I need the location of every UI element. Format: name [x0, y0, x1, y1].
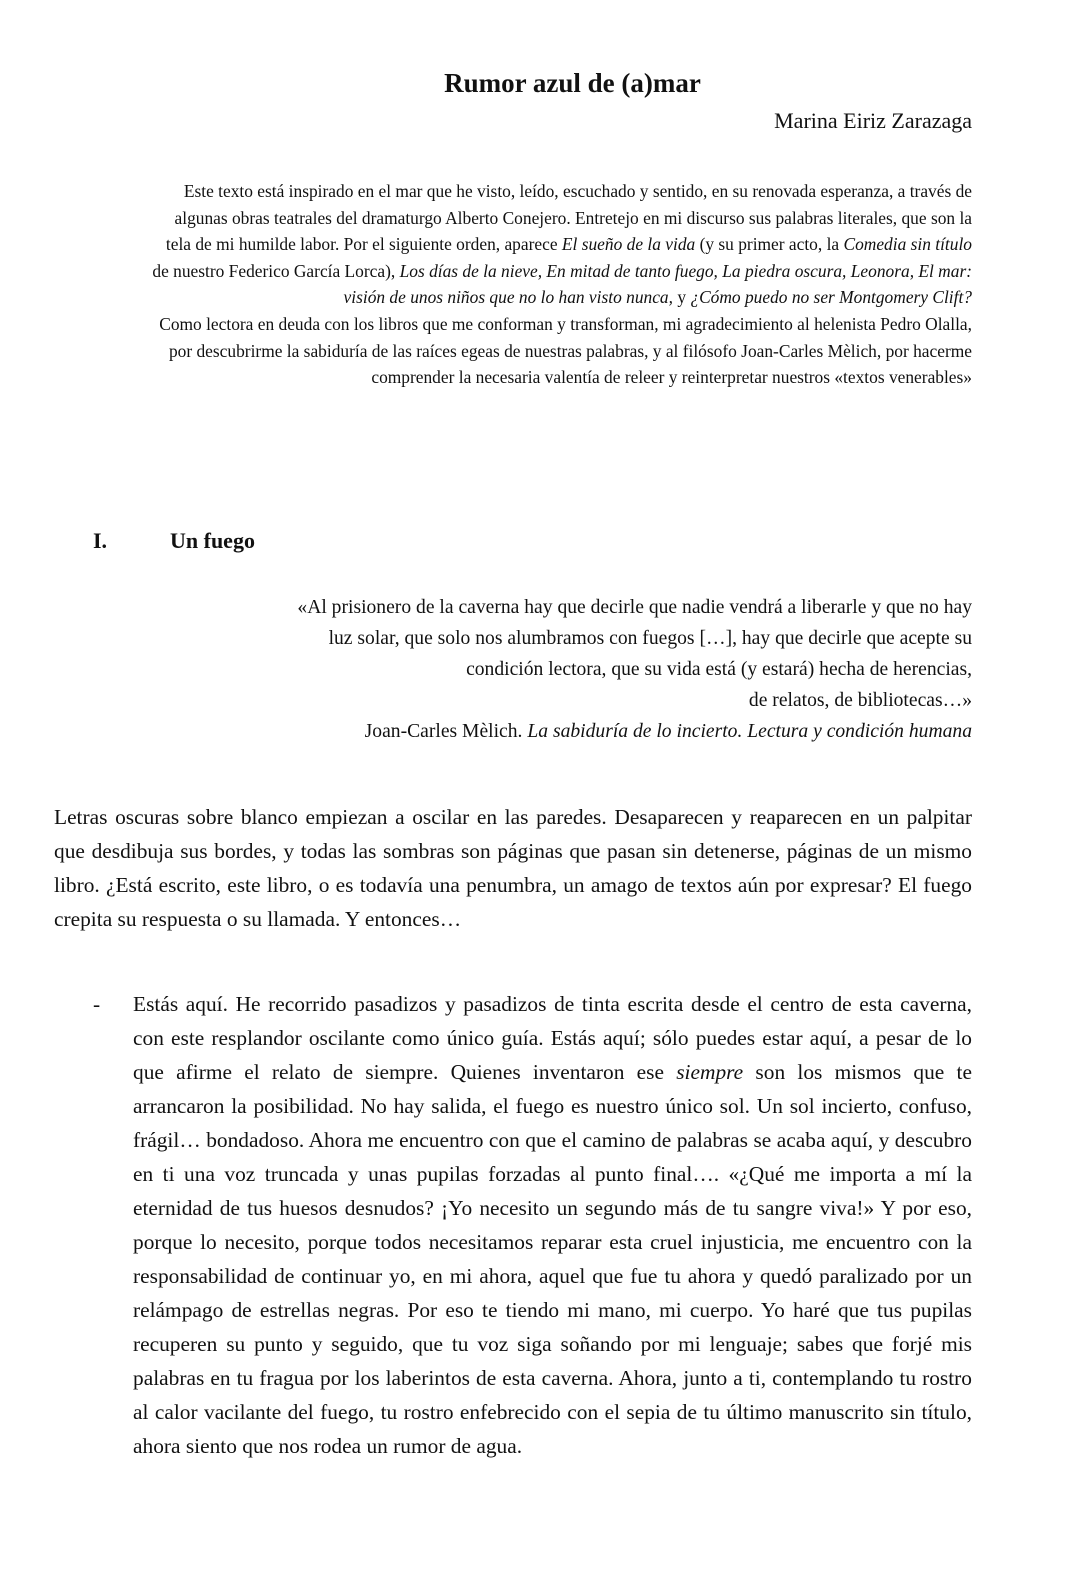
epigraph-source-author: Joan-Carles Mèlich. [364, 721, 528, 742]
epigraph-source [160, 716, 972, 747]
body-paragraph [54, 800, 972, 936]
dialog-text: Estás aquí. He recorrido pasadizos y pasadizos de tinta escrita desde el centro de esta caverna, con este resplandor oscilante como único guía. Estás aquí; sólo puedes estar aquí, a pesar de lo que afirme el relato de siempre. Quienes inventaron ese siempre son los mismos que te arrancaron la posibilidad. No hay salida, el fuego es nuestro único sol. Un sol incierto, confuso, frágil… bondadoso. Ahora me encuentro con que el camino de palabras se acaba aquí, y descubro en ti una voz truncada y unas pupilas forzadas al punto final…. «¿Qué me importa a mí la eternidad de tus huesos desnudos? ¡Yo necesito un segundo más de tu sangre viva!» Y por eso, porque lo necesito, porque todos necesitamos reparar esta cruel injusticia, me encuentro con la responsabilidad de continuar yo, en mi ahora, aquel que fue tu ahora y quedó paralizado por un relámpago de estrellas negras. Por eso te tiendo mi mano, mi cuerpo. Yo haré que tus pupilas recuperen su punto y seguido, que tu voz siga soñando por mi lenguaje; sabes que forjé mis palabras en tu fragua por los laberintos de esta caverna. Ahora, junto a ti, contemplando tu rostro al calor vacilante del fuego, tu rostro enfebrecido con el sepia de tu último manuscrito sin título, ahora siento que nos rodea un rumor de agua. [133, 992, 972, 1458]
work-title: El sueño de la vida [561, 234, 696, 255]
work-title: ¿Cómo puedo no ser Montgomery Clift? [690, 287, 972, 308]
section-heading [93, 526, 255, 556]
section-title: Un fuego [170, 528, 255, 553]
emphasis: siempre [676, 1060, 744, 1084]
document-title: Rumor azul de (a)mar [444, 68, 701, 98]
preface [150, 178, 972, 391]
epigraph-line: luz solar, que solo nos alumbramos con fuegos […], hay que decirle que acepte su [328, 628, 972, 649]
dialog-paragraph [93, 987, 972, 1463]
preface-paragraph-2: Como lectora en deuda con los libros que me conforman y transforman, mi agradecimiento al helenista Pedro Olalla, por descubrirme la sabiduría de las raíces egeas de nuestras palabras, y al filósofo Joan-Carles Mèlich, por hacerme comprender la necesaria valentía de releer y reinterpretar nuestros «textos venerables» [159, 313, 972, 388]
epigraph-line: de relatos, de bibliotecas…» [748, 690, 972, 711]
preface-paragraph-1: Este texto está inspirado en el mar que he visto, leído, escuchado y sentido, en su renovada esperanza, a través de algunas obras teatrales del dramaturgo Alberto Conejero. Entretejo en mi discurso sus palabras literales, que son la tela de mi humilde labor. Por el siguiente orden, aparece El sueño de la vida (y su primer acto, la Comedia sin título de nuestro Federico García Lorca), Los días de la nieve, En mitad de tanto fuego, La piedra oscura, Leonora, El mar: visión de unos niños que no lo han visto nunca, y ¿Cómo puedo no ser Montgomery Clift? [152, 181, 972, 308]
epigraph-line: condición lectora, que su vida está (y estará) hecha de herencias, [466, 659, 972, 680]
works-list: Los días de la nieve, En mitad de tanto fuego, La piedra oscura, Leonora, El mar: visión de unos niños que no lo han visto nunca, [343, 260, 972, 308]
dialog-dash: - [93, 992, 101, 1016]
epigraph-source-title: La sabiduría de lo incierto. Lectura y condición humana [527, 721, 972, 742]
author-name: Marina Eiriz Zarazaga [774, 108, 972, 133]
section-number: I. [93, 528, 108, 553]
work-title: Comedia sin título [843, 234, 972, 255]
epigraph-line: «Al prisionero de la caverna hay que decirle que nadie vendrá a liberarle y que no hay [297, 597, 972, 618]
epigraph [160, 592, 972, 747]
body-paragraph-1: Letras oscuras sobre blanco empiezan a oscilar en las paredes. Desaparecen y reaparecen en un palpitar que desdibuja sus bordes, y todas las sombras son páginas que pasan sin detenerse, páginas de un mismo libro. ¿Está escrito, este libro, o es todavía una penumbra, un amago de textos aún por expresar? El fuego crepita su respuesta o su llamada. Y entonces… [54, 805, 972, 931]
